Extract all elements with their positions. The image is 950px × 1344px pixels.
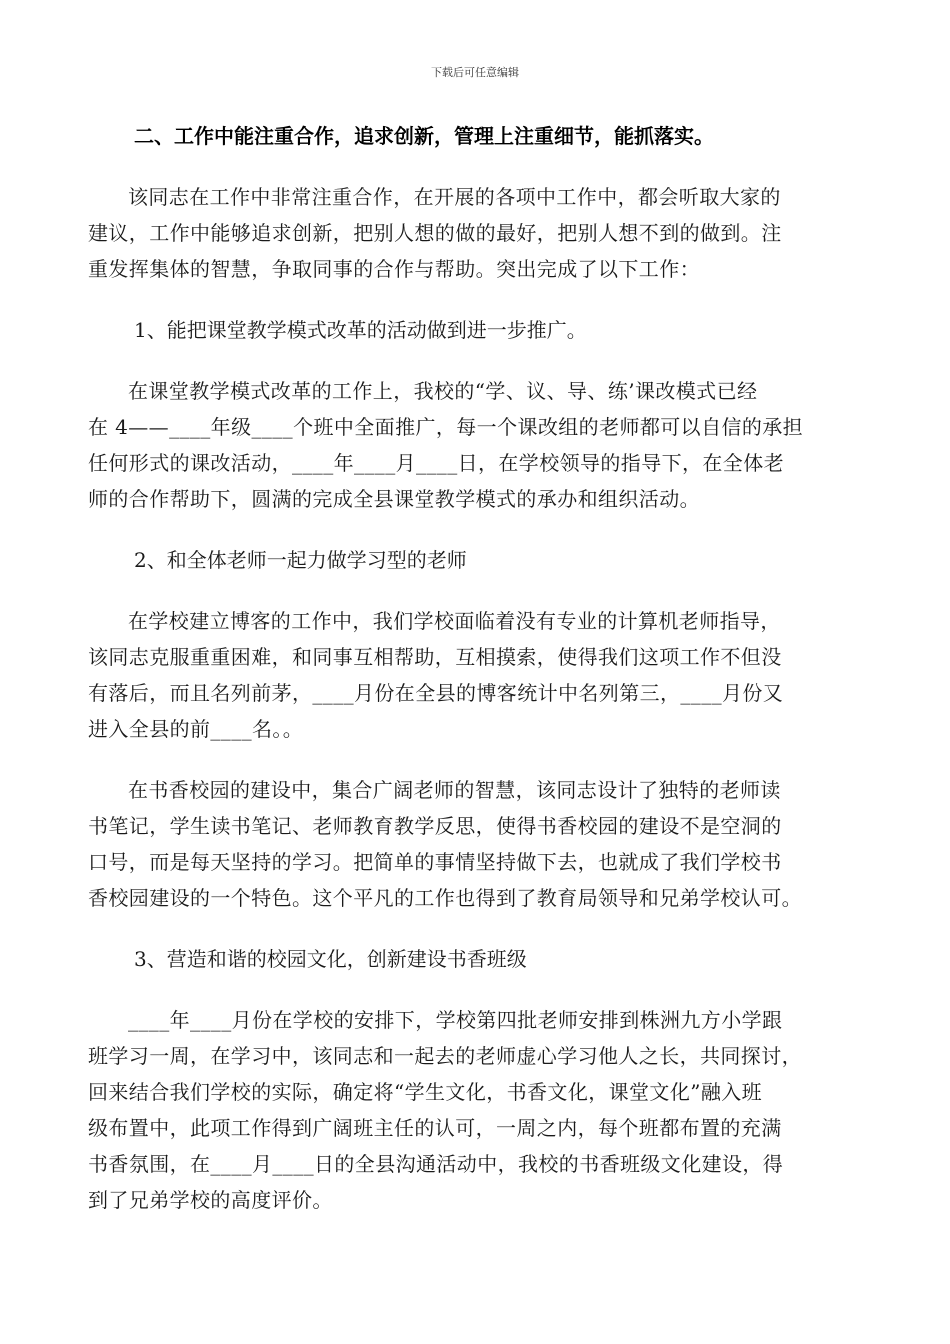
text-line: 在书香校园的建设中，集合广阔老师的智慧，该同志设计了独特的老师读 [128, 778, 781, 802]
paragraph-class-culture [88, 1002, 862, 1218]
text-line: 有落后，而且名列前茅，____月份在全县的博客统计中名列第三，____月份又 [88, 681, 784, 705]
paragraph-blog [88, 603, 862, 747]
paragraph-intro [88, 179, 862, 287]
page-header-note: 下载后可任意编辑 [431, 66, 519, 79]
text-line: 书笔记，学生读书笔记、老师教育教学反思，使得书香校园的建设不是空洞的 [88, 814, 782, 838]
text-line: 该同志克服重重困难，和同事互相帮助，互相摸索，使得我们这项工作不但没 [88, 645, 782, 669]
text-line: 回来结合我们学校的实际，确定将“学生文化，书香文化，课堂文化”融入班 [88, 1080, 763, 1104]
list-item-2: 2、和全体老师一起力做学习型的老师 [134, 548, 467, 572]
section-heading: 二、工作中能注重合作，追求创新，管理上注重细节，能抓落实。 [134, 124, 714, 148]
text-line: 建议，工作中能够追求创新，把别人想的做的最好，把别人想不到的做到。注 [88, 221, 782, 245]
paragraph-classroom-reform [88, 373, 862, 517]
text-line: 级布置中，此项工作得到广阔班主任的认可，一周之内，每个班都布置的充满 [88, 1116, 782, 1140]
text-line: 该同志在工作中非常注重合作，在开展的各项中工作中，都会听取大家的 [128, 185, 781, 209]
text-line: 师的合作帮助下，圆满的完成全县课堂教学模式的承办和组织活动。 [88, 487, 700, 511]
text-line: 口号，而是每天坚持的学习。把简单的事情坚持做下去，也就成了我们学校书 [88, 850, 782, 874]
text-line: ____年____月份在学校的安排下，学校第四批老师安排到株洲九方小学跟 [128, 1008, 783, 1032]
text-line: 书香氛围，在____月____日的全县沟通活动中，我校的书香班级文化建设，得 [88, 1152, 784, 1176]
text-line: 香校园建设的一个特色。这个平凡的工作也得到了教育局领导和兄弟学校认可。 [88, 886, 802, 910]
text-line: 在 4——____年级____个班中全面推广，每一个课改组的老师都可以自信的承担 [88, 415, 804, 439]
text-line: 到了兄弟学校的高度评价。 [88, 1188, 333, 1212]
document-body [88, 118, 862, 1243]
text-line: 在学校建立博客的工作中，我们学校面临着没有专业的计算机老师指导， [128, 609, 781, 633]
text-line: 在课堂教学模式改革的工作上，我校的“学、议、导、练’课改模式已经 [128, 379, 758, 403]
text-line: 任何形式的课改活动，____年____月____日，在学校领导的指导下，在全体老 [88, 451, 784, 475]
list-item-1: 1、能把课堂教学模式改革的活动做到进一步推广。 [134, 318, 587, 342]
text-line: 班学习一周，在学习中，该同志和一起去的老师虚心学习他人之长，共同探讨， [88, 1044, 802, 1068]
list-item-3: 3、营造和谐的校园文化，创新建设书香班级 [134, 947, 527, 971]
paragraph-book-campus [88, 772, 862, 916]
text-line: 重发挥集体的智慧，争取同事的合作与帮助。突出完成了以下工作： [88, 257, 700, 281]
text-line: 进入全县的前____名。。 [88, 717, 304, 741]
